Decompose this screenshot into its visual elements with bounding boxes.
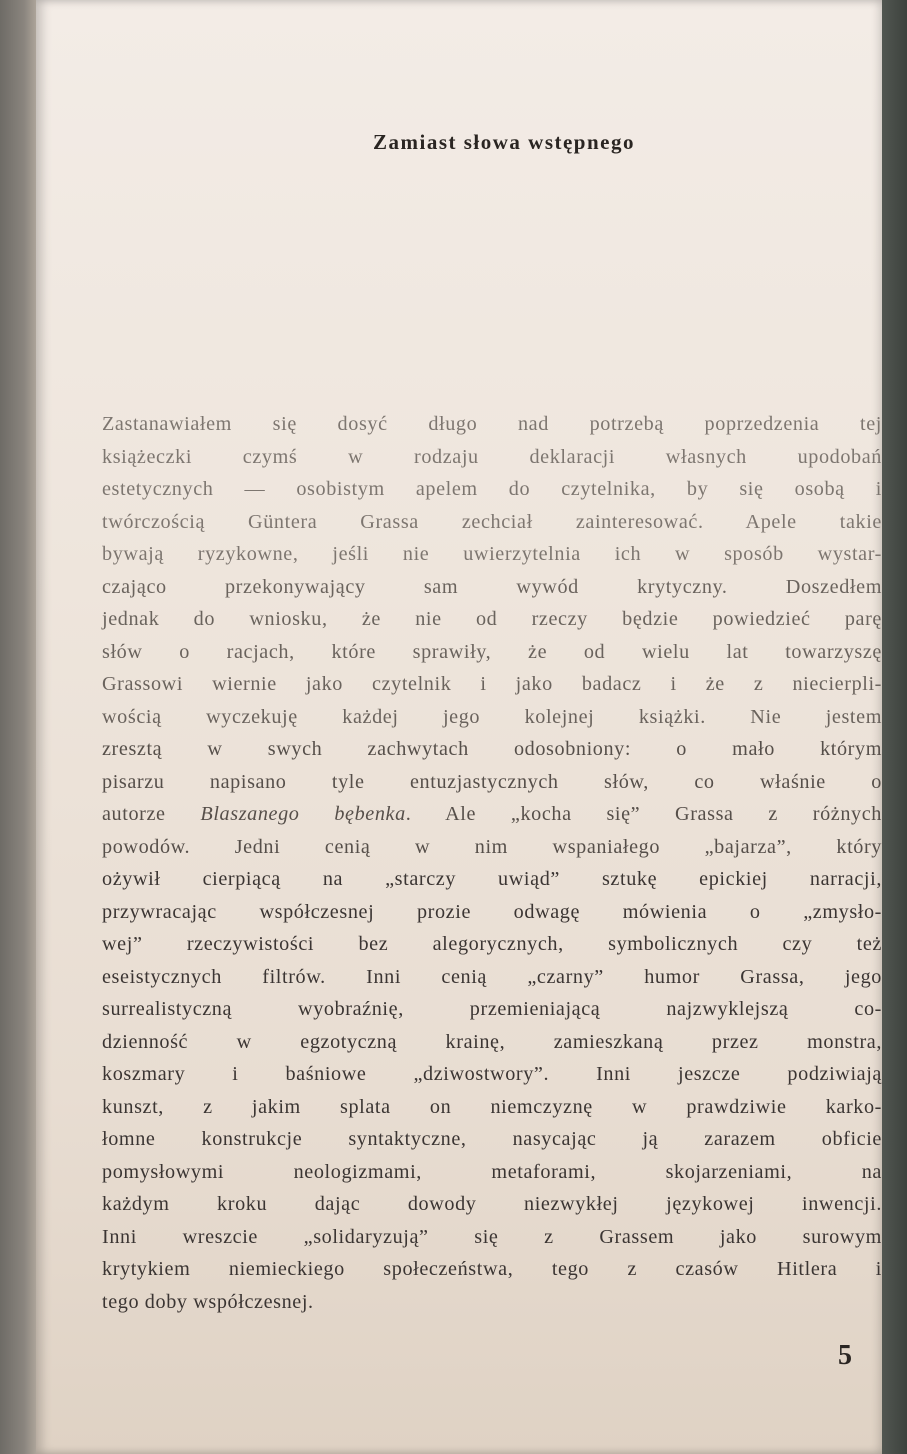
text-line: pomysłowymi neologizmami, metaforami, skojarzeniami, na [102, 1160, 882, 1183]
text-line: wej” rzeczywistości bez alegorycznych, symbolicznych czy też [102, 933, 882, 955]
text-line: każdym kroku dając dowody niezwykłej językowej inwencji. [102, 1193, 882, 1215]
text-line: bywają ryzykowne, jeśli nie uwierzytelnia ich w sposób wystar- [102, 543, 882, 565]
text-line: pisarzu napisano tyle entuzjastycznych słów, co właśnie o [102, 770, 882, 793]
text-line: Grassowi wiernie jako czytelnik i jako badacz i że z niecierpli- [102, 673, 882, 695]
text-line: surrealistyczną wyobraźnię, przemieniającą najzwyklejszą co- [102, 998, 882, 1020]
text-line: wością wyczekuję każdej jego kolejnej książki. Nie jestem [102, 705, 882, 728]
book-page [36, 0, 882, 1454]
text-line: jednak do wniosku, że nie od rzeczy będzie powiedzieć parę [102, 608, 882, 630]
text-line: przywracając współczesnej prozie odwagę mówienia o „zmysło- [102, 900, 882, 923]
text-line: słów o racjach, które sprawiły, że od wielu lat towarzyszę [102, 640, 882, 663]
chapter-heading: Zamiast słowa wstępnego [372, 130, 635, 154]
body-paragraph [102, 408, 882, 1318]
text-line: łomne konstrukcje syntaktyczne, nasycając ją zarazem obficie [102, 1128, 882, 1150]
italic-book-title: Blaszanego bębenka [200, 803, 406, 825]
text-line: ożywił cierpiącą na „starczy uwiąd” sztukę epickiej narracji, [102, 868, 882, 890]
text-line: czająco przekonywający sam wywód krytyczny. Doszedłem [102, 575, 882, 598]
text-line: krytykiem niemieckiego społeczeństwa, tego z czasów Hitlera i [102, 1258, 882, 1280]
text-line-with-italic: autorze Blaszanego bębenka. Ale „kocha się” Grassa z różnych [102, 803, 882, 825]
text-line: Zastanawiałem się dosyć długo nad potrzebą poprzedzenia tej [102, 413, 882, 435]
text-line: kunszt, z jakim splata on niemczyznę w prawdziwie karko- [102, 1095, 882, 1118]
text-line: koszmary i baśniowe „dziwostwory”. Inni jeszcze podziwiają [102, 1063, 882, 1085]
text-line: twórczością Güntera Grassa zechciał zainteresować. Apele takie [102, 510, 882, 533]
page-number: 5 [838, 1340, 852, 1371]
text-line: książeczki czymś w rodzaju deklaracji własnych upodobań [102, 445, 882, 468]
text-line: Inni wreszcie „solidaryzują” się z Grassem jako surowym [102, 1225, 882, 1248]
text-line: tego doby współczesnej. [102, 1290, 314, 1313]
text-line: powodów. Jedni cenią w nim wspaniałego „bajarza”, który [102, 835, 882, 858]
text-line: estetycznych — osobistym apelem do czytelnika, by się osobą i [102, 478, 882, 500]
book-spine-edge [0, 0, 40, 1454]
text-line: dzienność w egzotyczną krainę, zamieszkaną przez monstra, [102, 1030, 882, 1053]
text-line: zresztą w swych zachwytach odosobniony: o mało którym [102, 738, 882, 760]
text-line: eseistycznych filtrów. Inni cenią „czarny” humor Grassa, jego [102, 965, 882, 988]
